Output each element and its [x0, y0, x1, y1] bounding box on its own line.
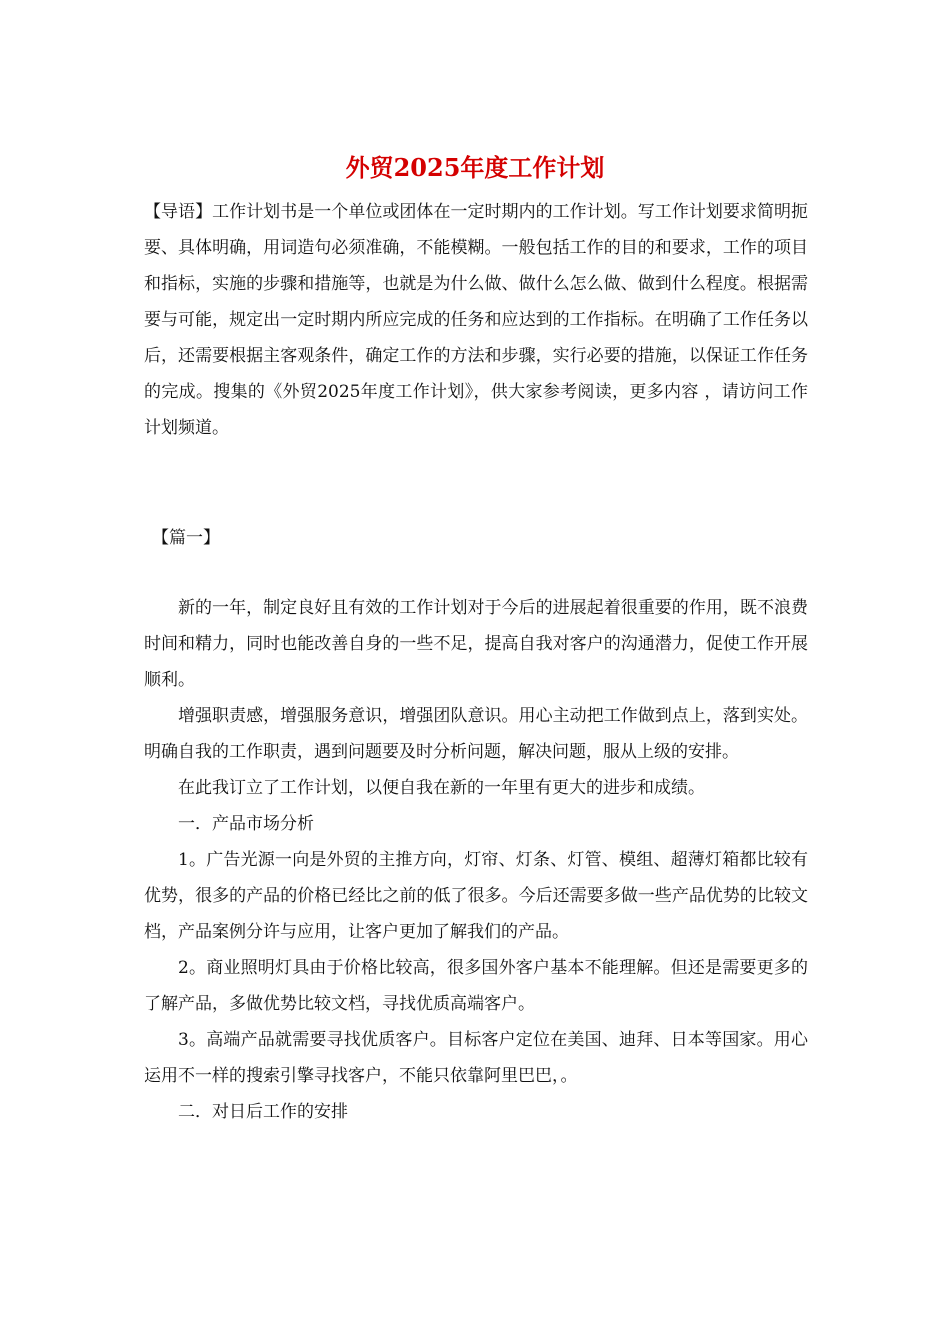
body-paragraph: 新的一年，制定良好且有效的工作计划对于今后的进展起着很重要的作用，既不浪费时间和精力，同时也能改善自身的一些不足，提高自我对客户的沟通潜力，促使工作开展顺利。 — [144, 598, 808, 690]
document-title: 外贸2025年度工作计划 — [345, 153, 605, 182]
subheading-future-work: 二．对日后工作的安排 — [178, 1102, 348, 1122]
intro-paragraph: 【导语】工作计划书是一个单位或团体在一定时期内的工作计划。写工作计划要求简明扼要、具体明确，用词造句必须准确，不能模糊。一般包括工作的目的和要求，工作的项目和指标，实施的步骤和措施等，也就是为什么做、做什么怎么做、做到什么程度。根据需要与可能，规定出一定时期内所应完成的任务和应达到的工作指标。在明确了工作任务以后，还需要根据主客观条件，确定工作的方法和步骤，实行必要的措施，以保证工作任务的完成。搜集的《外贸2025年度工作计划》，供大家参考阅读，更多内容 ，请访问工作计划频道。 — [144, 202, 808, 438]
body-text — [144, 590, 808, 1130]
body-paragraph: 1。广告光源一向是外贸的主推方向，灯帘、灯条、灯管、模组、超薄灯箱都比较有优势，很多的产品的价格已经比之前的低了很多。今后还需要多做一些产品优势的比较文档，产品案例分许与应用，让客户更加了解我们的产品。 — [144, 850, 808, 942]
body-paragraph: 3。高端产品就需要寻找优质客户。目标客户定位在美国、迪拜、日本等国家。用心运用不一样的搜索引擎寻找客户，不能只依靠阿里巴巴，。 — [144, 1030, 808, 1086]
body-paragraph: 2。商业照明灯具由于价格比较高，很多国外客户基本不能理解。但还是需要更多的了解产品，多做优势比较文档，寻找优质高端客户。 — [144, 958, 808, 1014]
subheading-market-analysis: 一．产品市场分析 — [178, 814, 314, 834]
section-heading: 【篇一】 — [152, 528, 220, 548]
body-paragraph: 增强职责感，增强服务意识，增强团队意识。用心主动把工作做到点上，落到实处。明确自我的工作职责，遇到问题要及时分析问题，解决问题，服从上级的安排。 — [144, 706, 808, 762]
body-paragraph: 在此我订立了工作计划，以便自我在新的一年里有更大的进步和成绩。 — [178, 778, 705, 798]
